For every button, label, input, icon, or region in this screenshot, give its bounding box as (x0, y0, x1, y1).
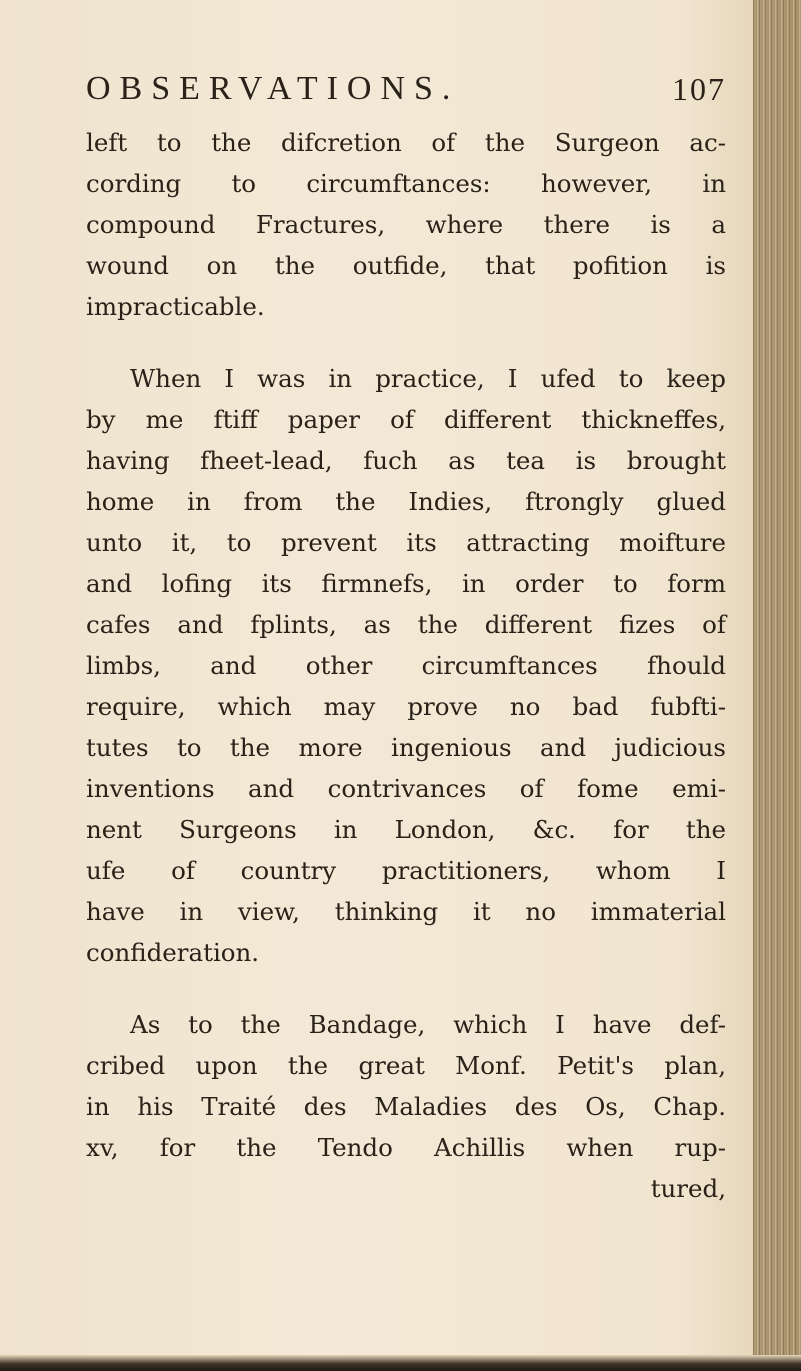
text-line: having fheet-lead, fuch as tea is brought (86, 446, 726, 475)
text-line: inventions and contrivances of fome emi- (86, 774, 726, 803)
text-line: and lofing its firmnefs, in order to form (86, 569, 726, 598)
body-text (86, 122, 726, 1209)
text-line: home in from the Indies, ftrongly glued (86, 487, 726, 516)
text-line: in his Traité des Maladies des Os, Chap. (86, 1092, 726, 1121)
text-line: cording to circumftances: however, in (86, 169, 726, 198)
text-line: limbs, and other circumftances fhould (86, 651, 726, 680)
text-line: tutes to the more ingenious and judicious (86, 733, 726, 762)
paragraph-gap (86, 327, 726, 358)
text-line: have in view, thinking it no immaterial (86, 897, 726, 926)
running-head: OBSERVATIONS. (86, 70, 460, 107)
catchword: tured, (650, 1174, 726, 1203)
text-line: require, which may prove no bad fubfti- (86, 692, 726, 721)
page-header (86, 66, 726, 112)
text-line: nent Surgeons in London, &c. for the (86, 815, 726, 844)
text-line: unto it, to prevent its attracting moifture (86, 528, 726, 557)
text-line: impracticable. (86, 292, 265, 321)
paragraph-2 (86, 358, 726, 973)
paragraph-1 (86, 122, 726, 327)
page-gutter (753, 0, 801, 1371)
text-line: As to the Bandage, which I have def- (130, 1010, 726, 1039)
text-line: confideration. (86, 938, 260, 967)
text-line: wound on the outfide, that pofition is (86, 251, 726, 280)
paragraph-3 (86, 1004, 726, 1209)
text-line: cribed upon the great Monf. Petit's plan, (86, 1051, 726, 1080)
text-line: left to the difcretion of the Surgeon ac- (86, 128, 726, 157)
text-line: compound Fractures, where there is a (86, 210, 726, 239)
text-line: When I was in practice, I ufed to keep (130, 364, 726, 393)
text-line: cafes and fplints, as the different fizes of (86, 610, 726, 639)
text-line: ufe of country practitioners, whom I (86, 856, 726, 885)
paragraph-gap (86, 973, 726, 1004)
text-line: by me ftiff paper of different thickneffes, (86, 405, 726, 434)
page-number: 107 (672, 71, 726, 107)
page-bottom-edge (0, 1355, 801, 1371)
text-line: xv, for the Tendo Achillis when rup- (86, 1133, 726, 1162)
